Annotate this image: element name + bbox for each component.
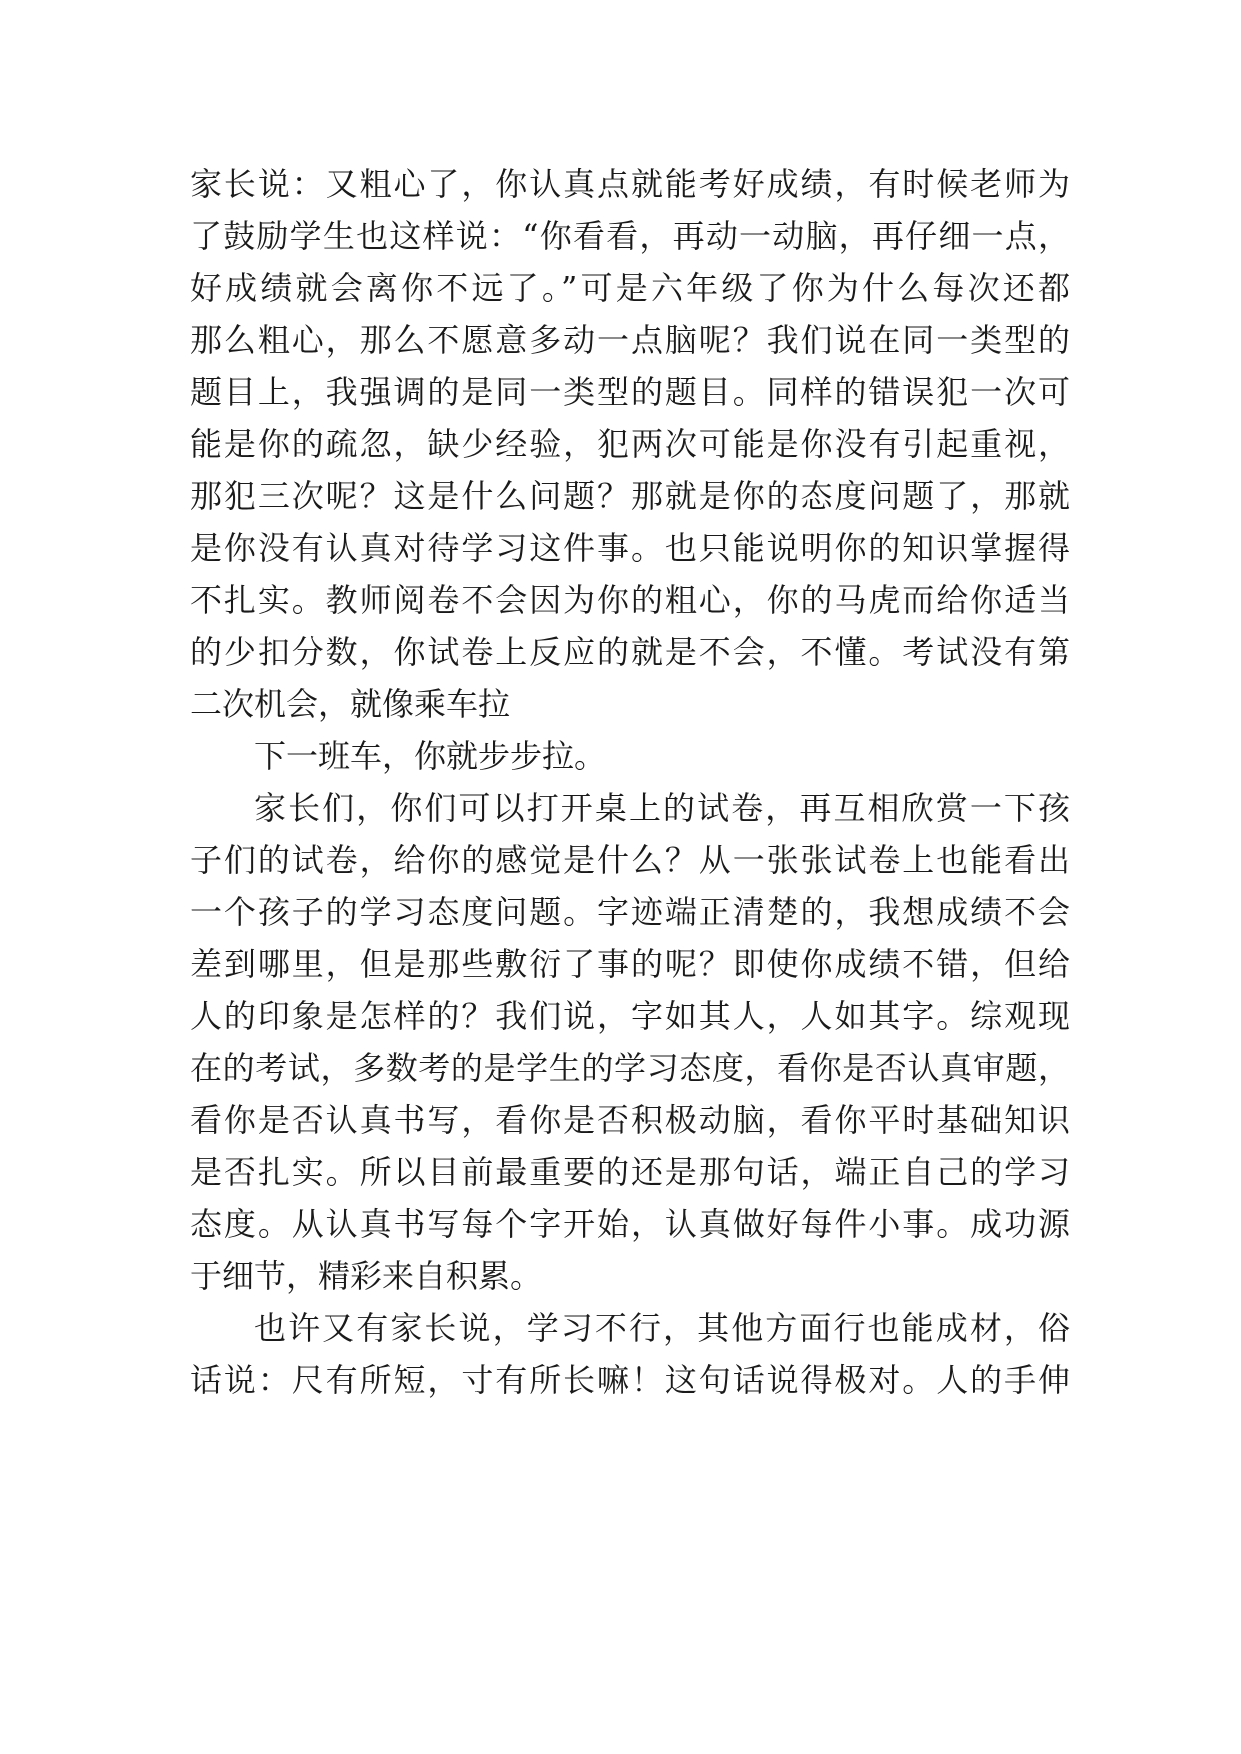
text-line: 话说：尺有所短，寸有所长嘛！这句话说得极对。人的手伸 xyxy=(190,1361,1070,1399)
text-line: 是你没有认真对待学习这件事。也只能说明你的知识掌握得 xyxy=(190,529,1070,567)
text-line: 好成绩就会离你不远了。”可是六年级了你为什么每次还都 xyxy=(190,269,1070,307)
text-line: 也许又有家长说，学习不行，其他方面行也能成材，俗 xyxy=(254,1309,1070,1347)
text-line: 那么粗心，那么不愿意多动一点脑呢？我们说在同一类型的 xyxy=(190,321,1070,359)
text-line: 的少扣分数，你试卷上反应的就是不会，不懂。考试没有第 xyxy=(190,633,1070,671)
text-line: 家长说：又粗心了，你认真点就能考好成绩，有时候老师为 xyxy=(190,165,1070,203)
text-line: 是否扎实。所以目前最重要的还是那句话，端正自己的学习 xyxy=(190,1153,1070,1191)
text-line: 差到哪里，但是那些敷衍了事的呢？即使你成绩不错，但给 xyxy=(190,945,1070,983)
text-line: 人的印象是怎样的？我们说，字如其人，人如其字。综观现 xyxy=(190,997,1070,1035)
text-line: 题目上，我强调的是同一类型的题目。同样的错误犯一次可 xyxy=(190,373,1070,411)
text-line: 下一班车，你就步步拉。 xyxy=(254,737,607,775)
text-line: 看你是否认真书写，看你是否积极动脑，看你平时基础知识 xyxy=(190,1101,1070,1139)
text-line: 能是你的疏忽，缺少经验，犯两次可能是你没有引起重视， xyxy=(190,425,1070,463)
text-line: 于细节，精彩来自积累。 xyxy=(190,1257,543,1295)
text-line: 二次机会，就像乘车拉 xyxy=(190,685,511,723)
text-line: 不扎实。教师阅卷不会因为你的粗心，你的马虎而给你适当 xyxy=(190,581,1070,619)
text-line: 家长们，你们可以打开桌上的试卷，再互相欣赏一下孩 xyxy=(254,789,1070,827)
text-line: 在的考试，多数考的是学生的学习态度，看你是否认真审题， xyxy=(190,1049,1070,1087)
body-text xyxy=(190,158,1070,1406)
text-line: 态度。从认真书写每个字开始，认真做好每件小事。成功源 xyxy=(190,1205,1070,1243)
text-line: 子们的试卷，给你的感觉是什么？从一张张试卷上也能看出 xyxy=(190,841,1070,879)
text-line: 了鼓励学生也这样说：“你看看，再动一动脑，再仔细一点， xyxy=(190,217,1070,255)
text-line: 一个孩子的学习态度问题。字迹端正清楚的，我想成绩不会 xyxy=(190,893,1070,931)
text-line: 那犯三次呢？这是什么问题？那就是你的态度问题了，那就 xyxy=(190,477,1070,515)
